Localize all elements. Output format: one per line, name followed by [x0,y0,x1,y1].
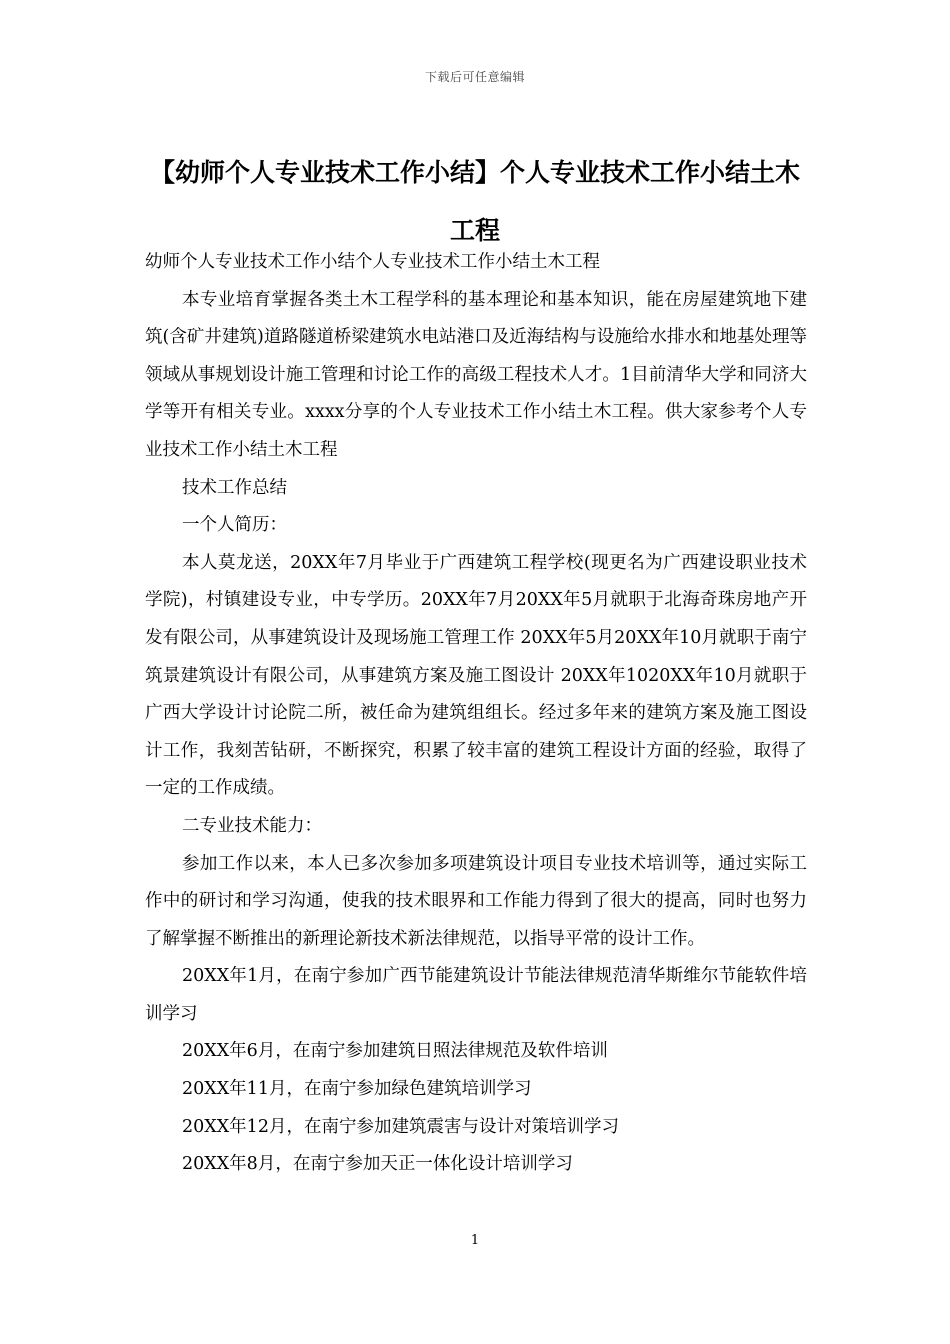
document-body [145,244,807,1184]
training-item: 20XX年11月，在南宁参加绿色建筑培训学习 [182,1079,532,1100]
subtitle-paragraph: 幼师个人专业技术工作小结个人专业技术工作小结土木工程 [145,252,600,272]
training-item: 20XX年12月，在南宁参加建筑震害与设计对策培训学习 [182,1116,619,1137]
ability-paragraph: 参加工作以来，本人已多次参加多项建筑设计项目专业技术培训等，通过实际工作中的研讨和学习沟通，使我的技术眼界和工作能力得到了很大的提高，同时也努力了解掌握不断推出的新理论新技术新法律规范，以指导平常的设计工作。 [145,853,807,949]
training-item: 20XX年6月，在南宁参加建筑日照法律规范及软件培训 [182,1041,608,1062]
section-heading-summary: 技术工作总结 [182,477,287,498]
training-item: 20XX年1月，在南宁参加广西节能建筑设计节能法律规范清华斯维尔节能软件培训学习 [145,966,807,1024]
page-number: 1 [470,1233,480,1248]
training-item: 20XX年8月，在南宁参加天正一体化设计培训学习 [182,1154,573,1175]
resume-paragraph: 本人莫龙送，20XX年7月毕业于广西建筑工程学校(现更名为广西建设职业技术学院)，村镇建设专业，中专学历。20XX年7月20XX年5月就职于北海奇珠房地产开发有限公司，从事建筑设计及现场施工管理工作 20XX年5月20XX年10月就职于南宁筑景建筑设计有限公司，从事建筑方案及施工图设计 20XX年1020XX年10月就职于广西大学设计讨论院二所，被任命为建筑组组长。经过多年来的建筑方案及施工图设计工作，我刻苦钻研，不断探究，积累了较丰富的建筑工程设计方面的经验，取得了一定的工作成绩。 [145,552,807,799]
intro-paragraph: 本专业培育掌握各类土木工程学科的基本理论和基本知识，能在房屋建筑地下建筑(含矿井建筑)道路隧道桥梁建筑水电站港口及近海结构与设施给水排水和地基处理等领域从事规划设计施工管理和讨论工作的高级工程技术人才。1目前清华大学和同济大学等开有相关专业。xxxx分享的个人专业技术工作小结土木工程。供大家参考个人专业技术工作小结土木工程 [145,289,807,460]
document-title: 【幼师个人专业技术工作小结】个人专业技术工作小结土木工程 [149,158,800,245]
section-heading-ability: 二专业技术能力： [182,815,322,836]
header-note: 下载后可任意编辑 [424,70,525,84]
section-heading-resume: 一个人简历： [182,515,287,536]
